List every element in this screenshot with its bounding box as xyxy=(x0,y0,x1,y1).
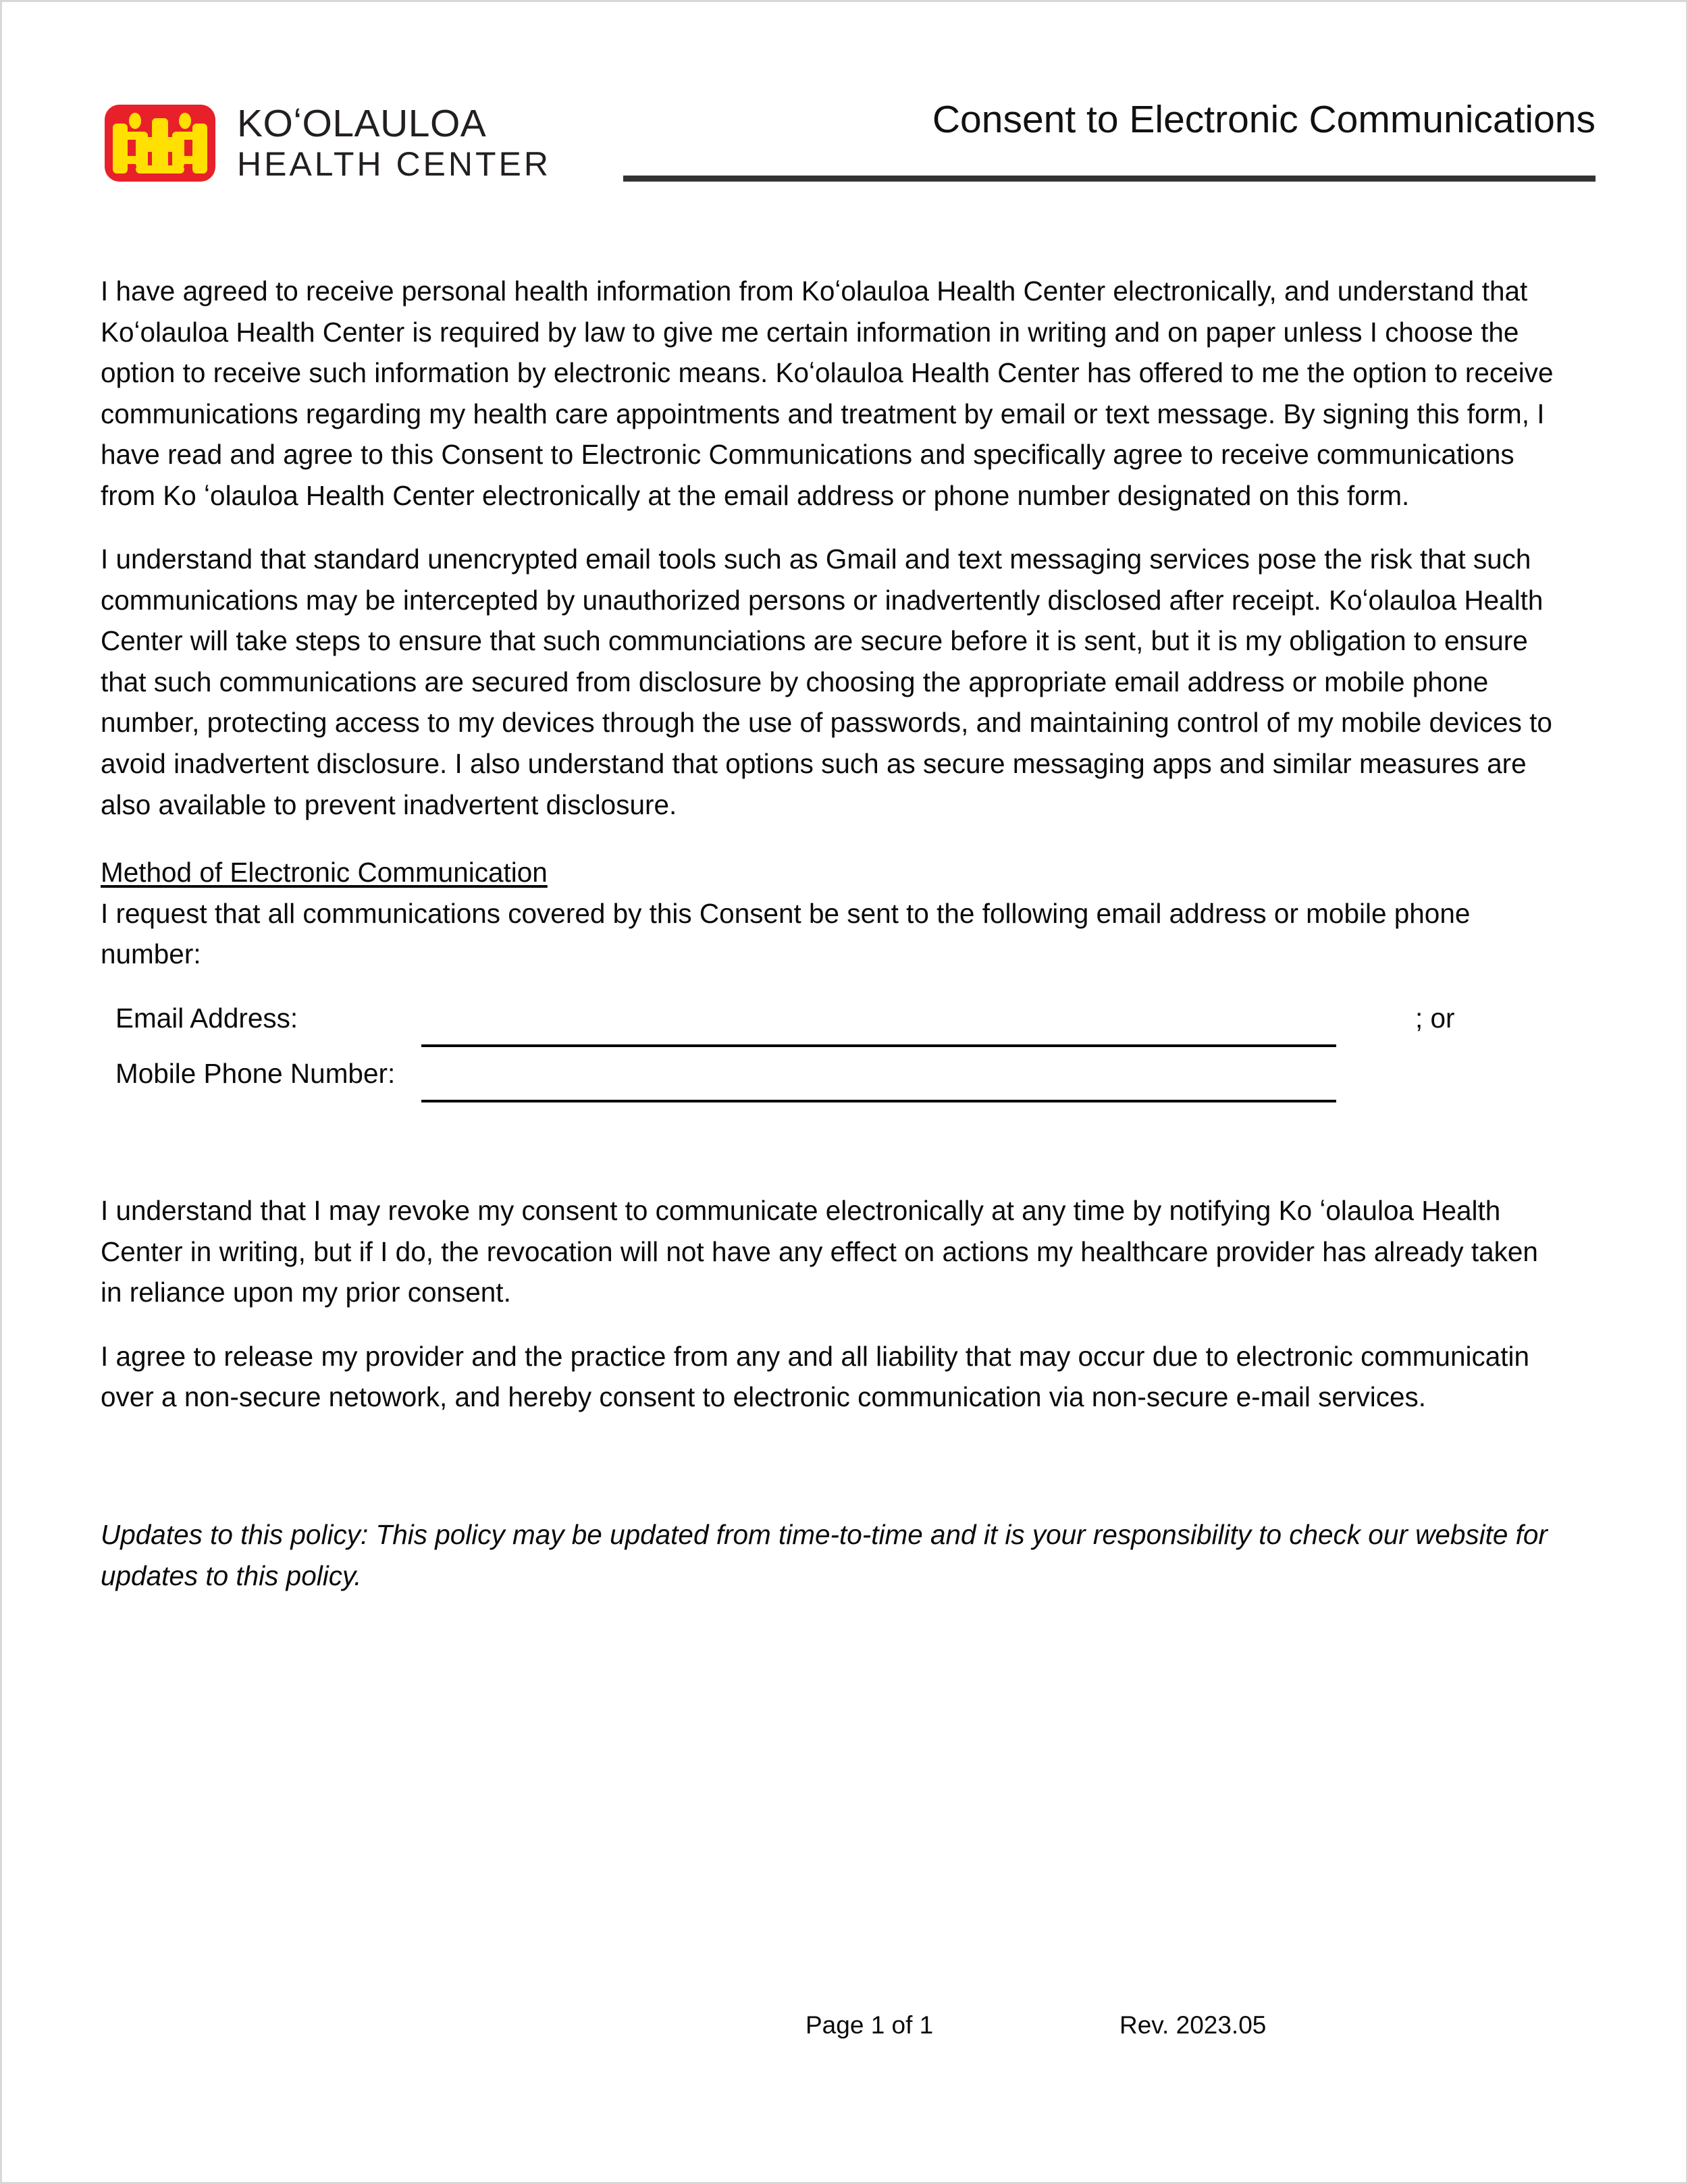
footer-revision: Rev. 2023.05 xyxy=(1119,2011,1267,2039)
policy-updates-note: Updates to this policy: This policy may be updated from time-to-time and it is your responsibility to check our website for updates to this policy. xyxy=(101,1519,1548,1591)
policy-updates-block xyxy=(101,1514,1564,1596)
mobile-phone-row xyxy=(115,1057,1567,1106)
logo-wordmark xyxy=(237,101,552,184)
document-body-lower xyxy=(101,1190,1564,1418)
email-or-suffix: ; or xyxy=(1415,1003,1455,1034)
email-address-label: Email Address: xyxy=(115,1003,298,1034)
mobile-phone-input[interactable] xyxy=(421,1100,1336,1102)
document-body-upper xyxy=(101,271,1564,975)
mobile-phone-label: Mobile Phone Number: xyxy=(115,1058,396,1089)
footer-page-number: Page 1 of 1 xyxy=(806,2011,934,2039)
organization-logo xyxy=(103,103,551,183)
title-divider xyxy=(623,176,1595,182)
email-address-row xyxy=(115,1002,1567,1050)
document-footer xyxy=(2,2010,1688,2051)
method-section-heading: Method of Electronic Communication xyxy=(101,857,548,888)
method-lead-in-text: I request that all communications covered by this Consent be sent to the following email address or mobile phone number: xyxy=(101,897,1471,970)
consent-paragraph-1: I have agreed to receive personal health information from Koʻolauloa Health Center electronically, and understand that Koʻolauloa Health Center is required by law to give me certain information in writing and on paper unless I choose the option to receive such information by electronic means. Koʻolauloa Health Center has offered to me the option to receive communications regarding my health care appointments and treatment by email or text message. By signing this form, I have read and agree to this Consent to Electronic Communications and specifically agree to receive communications from Ko ʻolauloa Health Center electronically at the email address or phone number designated on this form. xyxy=(101,275,1554,511)
liability-release-paragraph: I agree to release my provider and the practice from any and all liability that may occur due to electronic communicatin over a non-secure netowork, and hereby consent to electronic communication via non-secure e-mail services. xyxy=(101,1340,1530,1413)
email-address-input[interactable] xyxy=(421,1044,1336,1047)
document-header xyxy=(103,97,1595,184)
revocation-paragraph: I understand that I may revoke my consent to communicate electronically at any time by notifying Ko ʻolauloa Health Center in writing, but if I do, the revocation will not have any effect on actions my healthcare provider has already taken in reliance upon my prior consent. xyxy=(101,1195,1538,1308)
contact-method-fields xyxy=(115,1002,1567,1106)
logo-org-name: KOʻOLAULOA xyxy=(237,101,487,145)
page-title: Consent to Electronic Communications xyxy=(932,98,1595,141)
logo-org-subtitle: HEALTH CENTER xyxy=(237,145,552,184)
consent-paragraph-2: I understand that standard unencrypted email tools such as Gmail and text messaging services pose the risk that such communications may be intercepted by unauthorized persons or inadvertently disclosed after receipt. Koʻolauloa Health Center will take steps to ensure that such communciations are secure before it is sent, but it is my obligation to ensure that such communications are secured from disclosure by choosing the appropriate email address or mobile phone number, protecting access to my devices through the use of passwords, and maintaining control of my mobile devices to avoid inadvertent disclosure. I also understand that options such as secure messaging apps and similar measures are also available to prevent inadvertent disclosure. xyxy=(101,543,1552,820)
koolauloa-health-center-logo-icon xyxy=(103,103,217,183)
method-section-heading-wrap xyxy=(101,837,1564,893)
